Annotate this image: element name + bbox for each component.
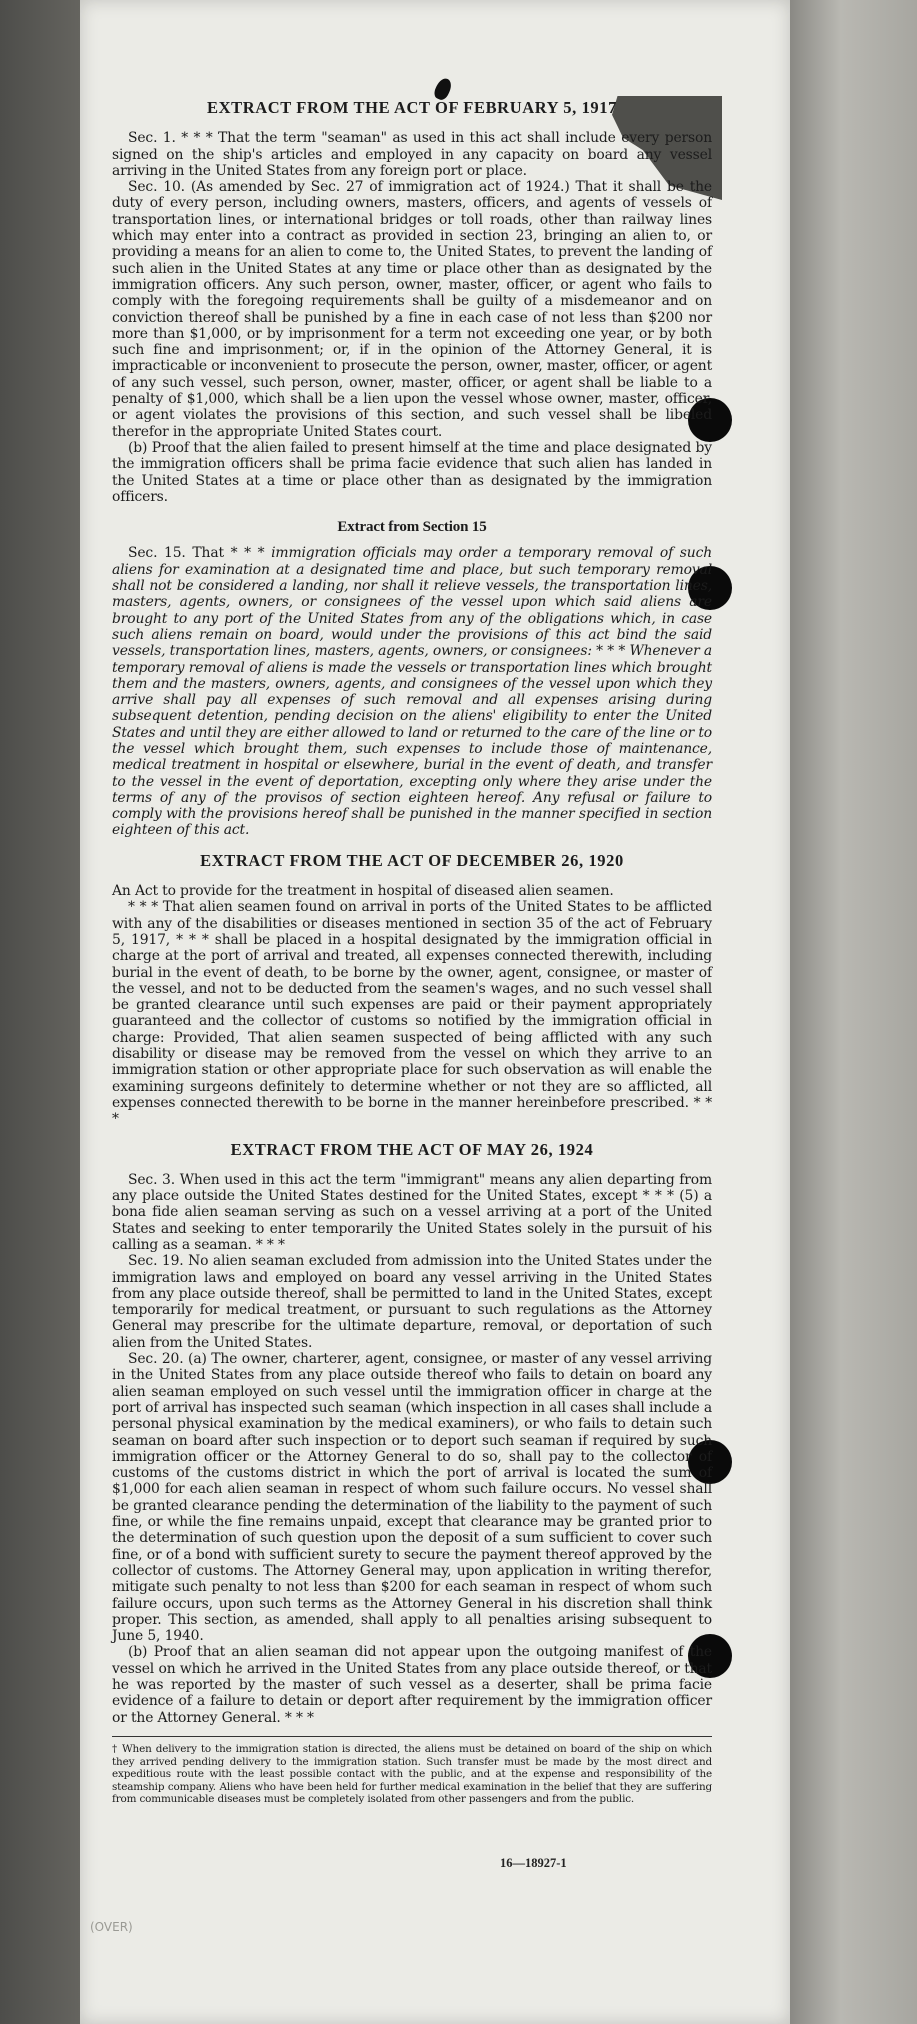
document-body xyxy=(112,100,712,1806)
paragraph: * * * That alien seamen found on arrival in ports of the United States to be afflicted with any of the disabilities or diseases mentioned in section 35 of the act of February 5, 1917, * * * shall be placed in a hospital designated by the immigration official in charge at the port of arrival and treated, all expenses connected therewith, including burial in the event of death, to be borne by the owner, agent, consignee, or master of the vessel, and not to be deducted from the seamen's wages, and no such vessel shall be granted clearance until such expenses are paid or their payment appropriately guaranteed and the collector of customs so notified by the immigration official in charge: Provided, That alien seamen suspected of being afflicted with any such disability or disease may be removed from the vessel on which they arrive to an immigration station or other appropriate place for such observation as will enable the examining surgeons definitely to determine whether or not they are so afflicted, all expenses connected therewith to be borne in the manner hereinbefore prescribed. * * * xyxy=(112,899,712,1128)
form-number: 16—18927-1 xyxy=(500,1856,567,1870)
paragraph: An Act to provide for the treatment in hospital of diseased alien seamen. xyxy=(112,883,614,900)
paragraph: Sec. 3. When used in this act the term "immigrant" means any alien departing from any place outside the United States destined for the United States, except * * * (5) a bona fide alien seaman serving as such on a vessel arriving at a port of the United States and seeking to enter temporarily the United States solely in the pursuit of his calling as a seaman. * * * xyxy=(112,1171,712,1253)
section-heading: EXTRACT FROM THE ACT OF FEBRUARY 5, 1917 xyxy=(207,98,617,117)
paragraph: Sec. 20. (a) The owner, charterer, agent, consignee, or master of any vessel arriving in the United States from any place outside thereof who fails to detain on board any alien seaman employed on such vessel until the immigration officer in charge at the port of arrival has inspected such seaman (which inspection in all cases shall include a personal physical examination by the medical examiners), or who fails to detain such seaman on board after such inspection or to deport such seaman if required by such immigration officer or the Attorney General to do so, shall pay to the collector of customs of the customs district in which the port of arrival is located the sum of $1,000 for each alien seaman in respect of whom such failure occurs. No vessel shall be granted clearance pending the determination of the liability to the payment of such fine, or while the fine remains unpaid, except that clearance may be granted prior to the determination of such question upon the deposit of a sum sufficient to cover such fine, or of a bond with sufficient surety to secure the payment thereof approved by the collector of customs. The Attorney General may, upon application in writing therefor, mitigate such penalty to not less than $200 for each seaman in respect of whom such failure occurs, upon such terms as the Attorney General in his discretion shall think proper. This section, as amended, shall apply to all penalties arising subsequent to June 5, 1940. xyxy=(112,1351,712,1645)
paragraph xyxy=(112,545,712,838)
paragraph: (b) Proof that an alien seaman did not appear upon the outgoing manifest of the vessel on which he arrived in the United States from any place outside thereof, or that he was reported by the master of such vessel as a deserter, shall be prima facie evidence of a failure to detain or deport after requirement by the immigration officer or the Attorney General. * * * xyxy=(112,1644,712,1726)
subsection-heading: Extract from Section 15 xyxy=(337,519,487,536)
paragraph: Sec. 19. No alien seaman excluded from admission into the United States under the immigration laws and employed on board any vessel arriving in the United States from any place outside thereof, shall be permitted to land in the United States, except temporarily for medical treatment, or pursuant to such regulations as the Attorney General may prescribe for the ultimate departure, removal, or deportation of such alien from the United States. xyxy=(112,1253,712,1351)
right-background-page xyxy=(790,0,917,2024)
section-heading: EXTRACT FROM THE ACT OF MAY 26, 1924 xyxy=(230,1139,594,1159)
sec15-lead: Sec. 15. That * * * xyxy=(128,545,265,562)
paragraph: Sec. 10. (As amended by Sec. 27 of immigration act of 1924.) That it shall be the duty of every person, including owners, masters, officers, and agents of vessels of transportation lines, or international bridges or toll roads, other than railway lines which may enter into a contract as provided in section 23, bringing an alien to, or providing a means for an alien to come to, the United States, to prevent the landing of such alien in the United States at any time or place other than as designated by the immigration officers. Any such person, owner, master, officer, or agent who fails to comply with the foregoing requirements shall be guilty of a misdemeanor and on conviction thereof shall be punished by a fine in each case of not less than $200 nor more than $1,000, or by imprisonment for a term not exceeding one year, or by both such fine and imprisonment; or, if in the opinion of the Attorney General, it is impracticable or inconvenient to prosecute the person, owner, master, officer, or agent of any such vessel, such person, owner, master, officer, or agent shall be liable to a penalty of $1,000, which shall be a lien upon the vessel whose owner, master, officer, or agent violates the provisions of this section, and such vessel shall be libeled therefor in the appropriate United States court. xyxy=(112,179,712,440)
left-background-strip xyxy=(0,0,80,2024)
footnote: † When delivery to the immigration station is directed, the aliens must be detained on board of the ship on which they arrived pending delivery to the immigration station. Such transfer must be made by the most direct and expeditious route with the least possible contact with the public, and at the expense and responsibility of the steamship company. Aliens who have been held for further medical examination in the belief that they are suffering from communicable diseases must be completely isolated from other passengers and from the public. xyxy=(112,1736,712,1806)
sec15-italic-text: immigration officials may order a temporary removal of such aliens for examination at a designated time and place, but such temporary removal shall not be considered a landing, nor shall it relieve vessels, the transportation lines, masters, agents, owners, or consignees of the vessel upon which said aliens are brought to any port of the United States from any of the obligations which, in case such aliens remain on board, would under the provisions of this act bind the said vessels, transportation lines, masters, agents, owners, or consignees: * * * Whenever a temporary removal of aliens is made the vessels or transportation lines which brought them and the masters, owners, agents, and consignees of the vessel upon which they arrive shall pay all expenses of such removal and all expenses arising during subsequent detention, pending decision on the aliens' eligibility to enter the United States and until they are either allowed to land or returned to the care of the line or to the vessel which brought them, such expenses to include those of maintenance, medical treatment in hospital or elsewhere, burial in the event of death, and transfer to the vessel in the event of deportation, excepting only where they arise under the terms of any of the provisos of section eighteen hereof. Any refusal or failure to comply with the provisions hereof shall be punished in the manner specified in section eighteen of this act. xyxy=(112,545,712,839)
over-mark: (OVER) xyxy=(90,1920,133,1934)
paragraph: Sec. 1. * * * That the term "seaman" as used in this act shall include every person signed on the ship's articles and employed in any capacity on board any vessel arriving in the United States from any foreign port or place. xyxy=(112,130,712,179)
section-heading: EXTRACT FROM THE ACT OF DECEMBER 26, 1920 xyxy=(200,850,624,870)
paragraph: (b) Proof that the alien failed to present himself at the time and place designated by the immigration officers shall be prima facie evidence that such alien has landed in the United States at a time or place other than as designated by the immigration officers. xyxy=(112,439,712,505)
